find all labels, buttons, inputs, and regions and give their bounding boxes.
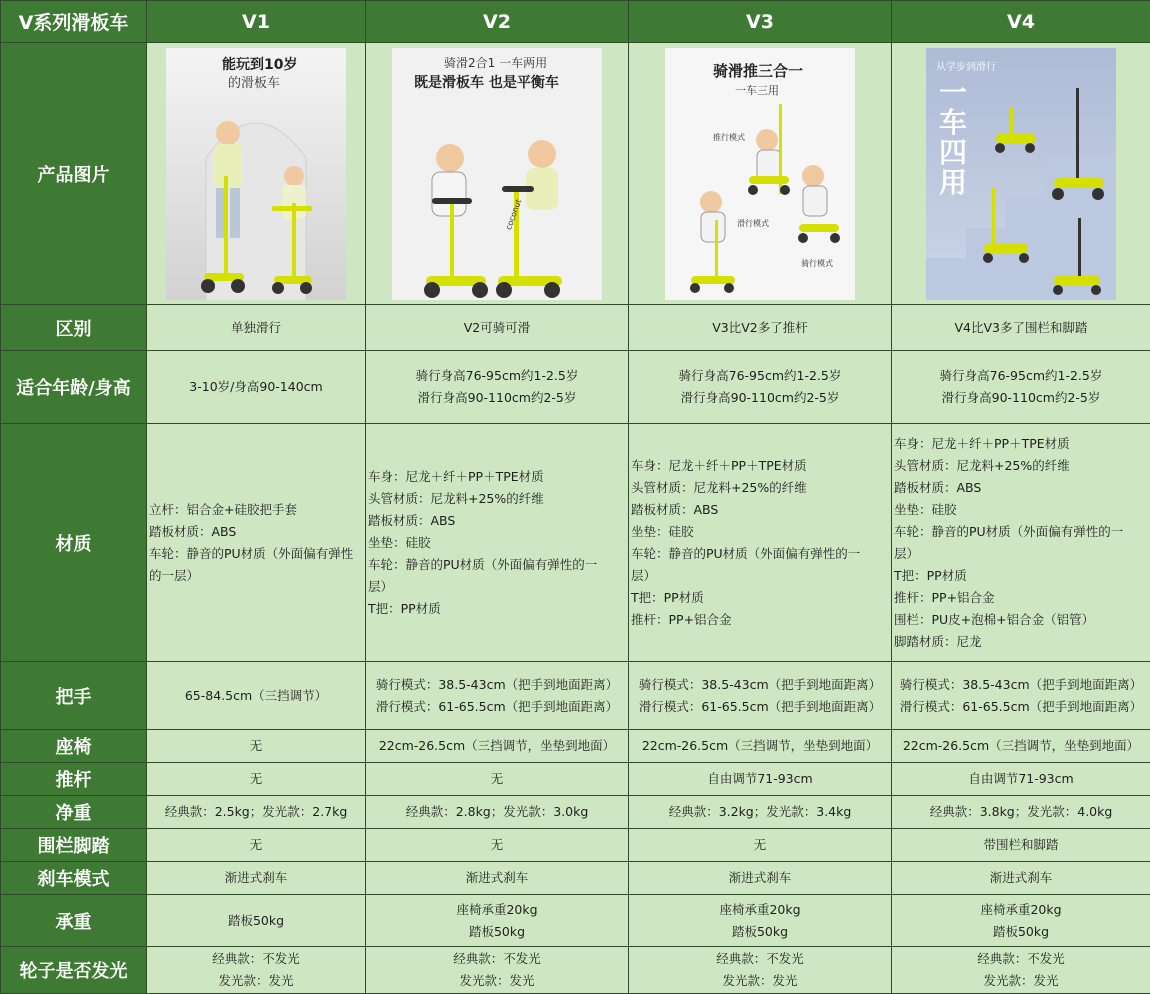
diff-v1: 单独滑行 (147, 305, 366, 351)
handle-v4-line: 骑行模式：38.5-43cm（把手到地面距离） (892, 674, 1150, 696)
material-v2-line: T把：PP材质 (368, 598, 628, 620)
material-v3 (629, 424, 892, 662)
v4-vertical-char: 一 (938, 78, 968, 108)
material-v4-line: 车轮：静音的PU材质（外面偏有弹性的一 (894, 521, 1150, 543)
age-v4-line: 骑行身高76-95cm约1-2.5岁 (892, 365, 1150, 387)
material-v3-line: 推杆：PP+铝合金 (631, 609, 891, 631)
material-v2-line: 车身：尼龙＋纤＋PP＋TPE材质 (368, 466, 628, 488)
age-v1-line: 3-10岁/身高90-140cm (147, 376, 365, 398)
label-load: 承重 (1, 895, 147, 947)
v4-vertical-title (938, 78, 968, 198)
v3-caption-2: 一车三用 (735, 82, 779, 98)
weight-v3: 经典款：3.2kg；发光款：3.4kg (629, 796, 892, 829)
v1-caption-1: 能玩到10岁 (222, 54, 297, 74)
seat-v3: 22cm-26.5cm（三挡调节，坐垫到地面） (629, 730, 892, 763)
weight-v1: 经典款：2.5kg；发光款：2.7kg (147, 796, 366, 829)
material-v4-line: 头管材质：尼龙料+25%的纤维 (894, 455, 1150, 477)
diff-v4: V4比V3多了围栏和脚踏 (892, 305, 1150, 351)
age-v3-line: 滑行身高90-110cm约2-5岁 (629, 387, 891, 409)
v4-vertical-char: 四 (938, 138, 968, 168)
load-v3 (629, 895, 892, 947)
image-row (1, 43, 1150, 305)
age-v2 (366, 351, 629, 424)
load-v1 (147, 895, 366, 947)
load-v3-line: 座椅承重20kg (629, 899, 891, 921)
material-v1-line: 踏板材质：ABS (149, 521, 365, 543)
pushbar-v3: 自由调节71-93cm (629, 763, 892, 796)
load-v1-line: 踏板50kg (147, 910, 365, 932)
header-v2: V2 (366, 1, 629, 43)
weight-row (1, 796, 1150, 829)
header-row (1, 1, 1150, 43)
glow-v1-line: 经典款：不发光 (147, 948, 365, 970)
brake-row (1, 862, 1150, 895)
header-corner: V系列滑板车 (1, 1, 147, 43)
material-v3-line: 车身：尼龙＋纤＋PP＋TPE材质 (631, 455, 891, 477)
label-image: 产品图片 (1, 43, 147, 305)
material-v4-line: 层） (894, 543, 1150, 565)
age-v2-line: 骑行身高76-95cm约1-2.5岁 (366, 365, 628, 387)
material-v2 (366, 424, 629, 662)
glow-v1-line: 发光款：发光 (147, 970, 365, 992)
glow-v4 (892, 947, 1150, 994)
pushbar-v2: 无 (366, 763, 629, 796)
handle-row (1, 662, 1150, 730)
handle-v2-line: 骑行模式：38.5-43cm（把手到地面距离） (366, 674, 628, 696)
v3-mode-slide: 滑行模式 (737, 218, 769, 229)
material-v3-line: 层） (631, 565, 891, 587)
image-cell-v3 (629, 43, 892, 305)
material-v4-line: 推杆：PP+铝合金 (894, 587, 1150, 609)
diff-row (1, 305, 1150, 351)
age-row (1, 351, 1150, 424)
product-photo-v4 (926, 48, 1116, 300)
material-v3-line: 头管材质：尼龙料+25%的纤维 (631, 477, 891, 499)
brake-v3: 渐进式刹车 (629, 862, 892, 895)
fence-v2: 无 (366, 829, 629, 862)
brake-v2: 渐进式刹车 (366, 862, 629, 895)
material-v4-line: 脚踏材质：尼龙 (894, 631, 1150, 653)
material-v1-line: 立杆：铝合金+硅胶把手套 (149, 499, 365, 521)
header-v1: V1 (147, 1, 366, 43)
glow-v3-line: 发光款：发光 (629, 970, 891, 992)
load-v4-line: 座椅承重20kg (892, 899, 1150, 921)
weight-v2: 经典款：2.8kg；发光款：3.0kg (366, 796, 629, 829)
age-v3-line: 骑行身高76-95cm约1-2.5岁 (629, 365, 891, 387)
load-v2 (366, 895, 629, 947)
diff-v3: V3比V2多了推杆 (629, 305, 892, 351)
handle-v2 (366, 662, 629, 730)
handle-v1-line: 65-84.5cm（三挡调节） (147, 685, 365, 707)
material-v2-line: 层） (368, 576, 628, 598)
glow-v2-line: 发光款：发光 (366, 970, 628, 992)
material-v4-line: 坐垫：硅胶 (894, 499, 1150, 521)
material-v3-line: T把：PP材质 (631, 587, 891, 609)
seat-v1: 无 (147, 730, 366, 763)
v2-brand: coconut (504, 198, 523, 231)
age-v4 (892, 351, 1150, 424)
label-fence: 围栏脚踏 (1, 829, 147, 862)
brake-v1: 渐进式刹车 (147, 862, 366, 895)
pushbar-row (1, 763, 1150, 796)
handle-v3-line: 骑行模式：38.5-43cm（把手到地面距离） (629, 674, 891, 696)
fence-v3: 无 (629, 829, 892, 862)
seat-v4: 22cm-26.5cm（三挡调节，坐垫到地面） (892, 730, 1150, 763)
label-diff: 区别 (1, 305, 147, 351)
seat-row (1, 730, 1150, 763)
material-v4-line: 踏板材质：ABS (894, 477, 1150, 499)
handle-v3-line: 滑行模式：61-65.5cm（把手到地面距离） (629, 696, 891, 718)
handle-v1 (147, 662, 366, 730)
age-v1 (147, 351, 366, 424)
fence-v1: 无 (147, 829, 366, 862)
header-v4: V4 (892, 1, 1150, 43)
material-v2-line: 坐垫：硅胶 (368, 532, 628, 554)
material-v4 (892, 424, 1150, 662)
label-pushbar: 推杆 (1, 763, 147, 796)
load-v4 (892, 895, 1150, 947)
handle-v2-line: 滑行模式：61-65.5cm（把手到地面距离） (366, 696, 628, 718)
seat-v2: 22cm-26.5cm（三挡调节，坐垫到地面） (366, 730, 629, 763)
v4-vertical-char: 车 (938, 108, 968, 138)
v2-caption-2: 既是滑板车 也是平衡车 (414, 72, 559, 92)
product-photo-v1 (166, 48, 346, 300)
header-v3: V3 (629, 1, 892, 43)
age-v3 (629, 351, 892, 424)
label-age: 适合年龄/身高 (1, 351, 147, 424)
v3-mode-push: 推行模式 (713, 132, 745, 143)
glow-v1 (147, 947, 366, 994)
glow-v2-line: 经典款：不发光 (366, 948, 628, 970)
label-brake: 刹车模式 (1, 862, 147, 895)
handle-v4-line: 滑行模式：61-65.5cm（把手到地面距离） (892, 696, 1150, 718)
label-material: 材质 (1, 424, 147, 662)
pushbar-v1: 无 (147, 763, 366, 796)
v1-caption-2: 的滑板车 (228, 72, 280, 91)
label-handle: 把手 (1, 662, 147, 730)
glow-v3-line: 经典款：不发光 (629, 948, 891, 970)
product-photo-v2 (392, 48, 602, 300)
age-v2-line: 滑行身高90-110cm约2-5岁 (366, 387, 628, 409)
material-v2-line: 车轮：静音的PU材质（外面偏有弹性的一 (368, 554, 628, 576)
v2-caption-1: 骑滑2合1 一车两用 (444, 54, 547, 71)
material-v2-line: 头管材质：尼龙料+25%的纤维 (368, 488, 628, 510)
material-v3-line: 踏板材质：ABS (631, 499, 891, 521)
material-v1 (147, 424, 366, 662)
label-glow: 轮子是否发光 (1, 947, 147, 994)
material-v1-line: 车轮：静音的PU材质（外面偏有弹性 (149, 543, 365, 565)
image-cell-v2 (366, 43, 629, 305)
v4-caption-1: 从学步到滑行 (936, 58, 996, 73)
pushbar-v4: 自由调节71-93cm (892, 763, 1150, 796)
glow-v4-line: 发光款：发光 (892, 970, 1150, 992)
material-v4-line: 围栏：PU皮+泡棉+铝合金（铝管） (894, 609, 1150, 631)
age-v4-line: 滑行身高90-110cm约2-5岁 (892, 387, 1150, 409)
material-v4-line: T把：PP材质 (894, 565, 1150, 587)
handle-v4 (892, 662, 1150, 730)
v3-mode-ride: 骑行模式 (801, 258, 833, 269)
diff-v2: V2可骑可滑 (366, 305, 629, 351)
image-cell-v4 (892, 43, 1150, 305)
handle-v3 (629, 662, 892, 730)
load-v3-line: 踏板50kg (629, 921, 891, 943)
image-cell-v1 (147, 43, 366, 305)
glow-v2 (366, 947, 629, 994)
load-v4-line: 踏板50kg (892, 921, 1150, 943)
glow-v4-line: 经典款：不发光 (892, 948, 1150, 970)
material-v1-line: 的一层） (149, 565, 365, 587)
v4-vertical-char: 用 (938, 168, 968, 198)
load-v2-line: 座椅承重20kg (366, 899, 628, 921)
material-v2-line: 踏板材质：ABS (368, 510, 628, 532)
material-v4-line: 车身：尼龙＋纤＋PP＋TPE材质 (894, 433, 1150, 455)
material-row (1, 424, 1150, 662)
glow-v3 (629, 947, 892, 994)
label-seat: 座椅 (1, 730, 147, 763)
material-v3-line: 车轮：静音的PU材质（外面偏有弹性的一 (631, 543, 891, 565)
fence-v4: 带围栏和脚踏 (892, 829, 1150, 862)
v3-caption-1: 骑滑推三合一 (713, 60, 803, 81)
weight-v4: 经典款：3.8kg；发光款：4.0kg (892, 796, 1150, 829)
load-row (1, 895, 1150, 947)
brake-v4: 渐进式刹车 (892, 862, 1150, 895)
glow-row (1, 947, 1150, 994)
product-photo-v3 (665, 48, 855, 300)
label-weight: 净重 (1, 796, 147, 829)
fence-row (1, 829, 1150, 862)
load-v2-line: 踏板50kg (366, 921, 628, 943)
material-v3-line: 坐垫：硅胶 (631, 521, 891, 543)
